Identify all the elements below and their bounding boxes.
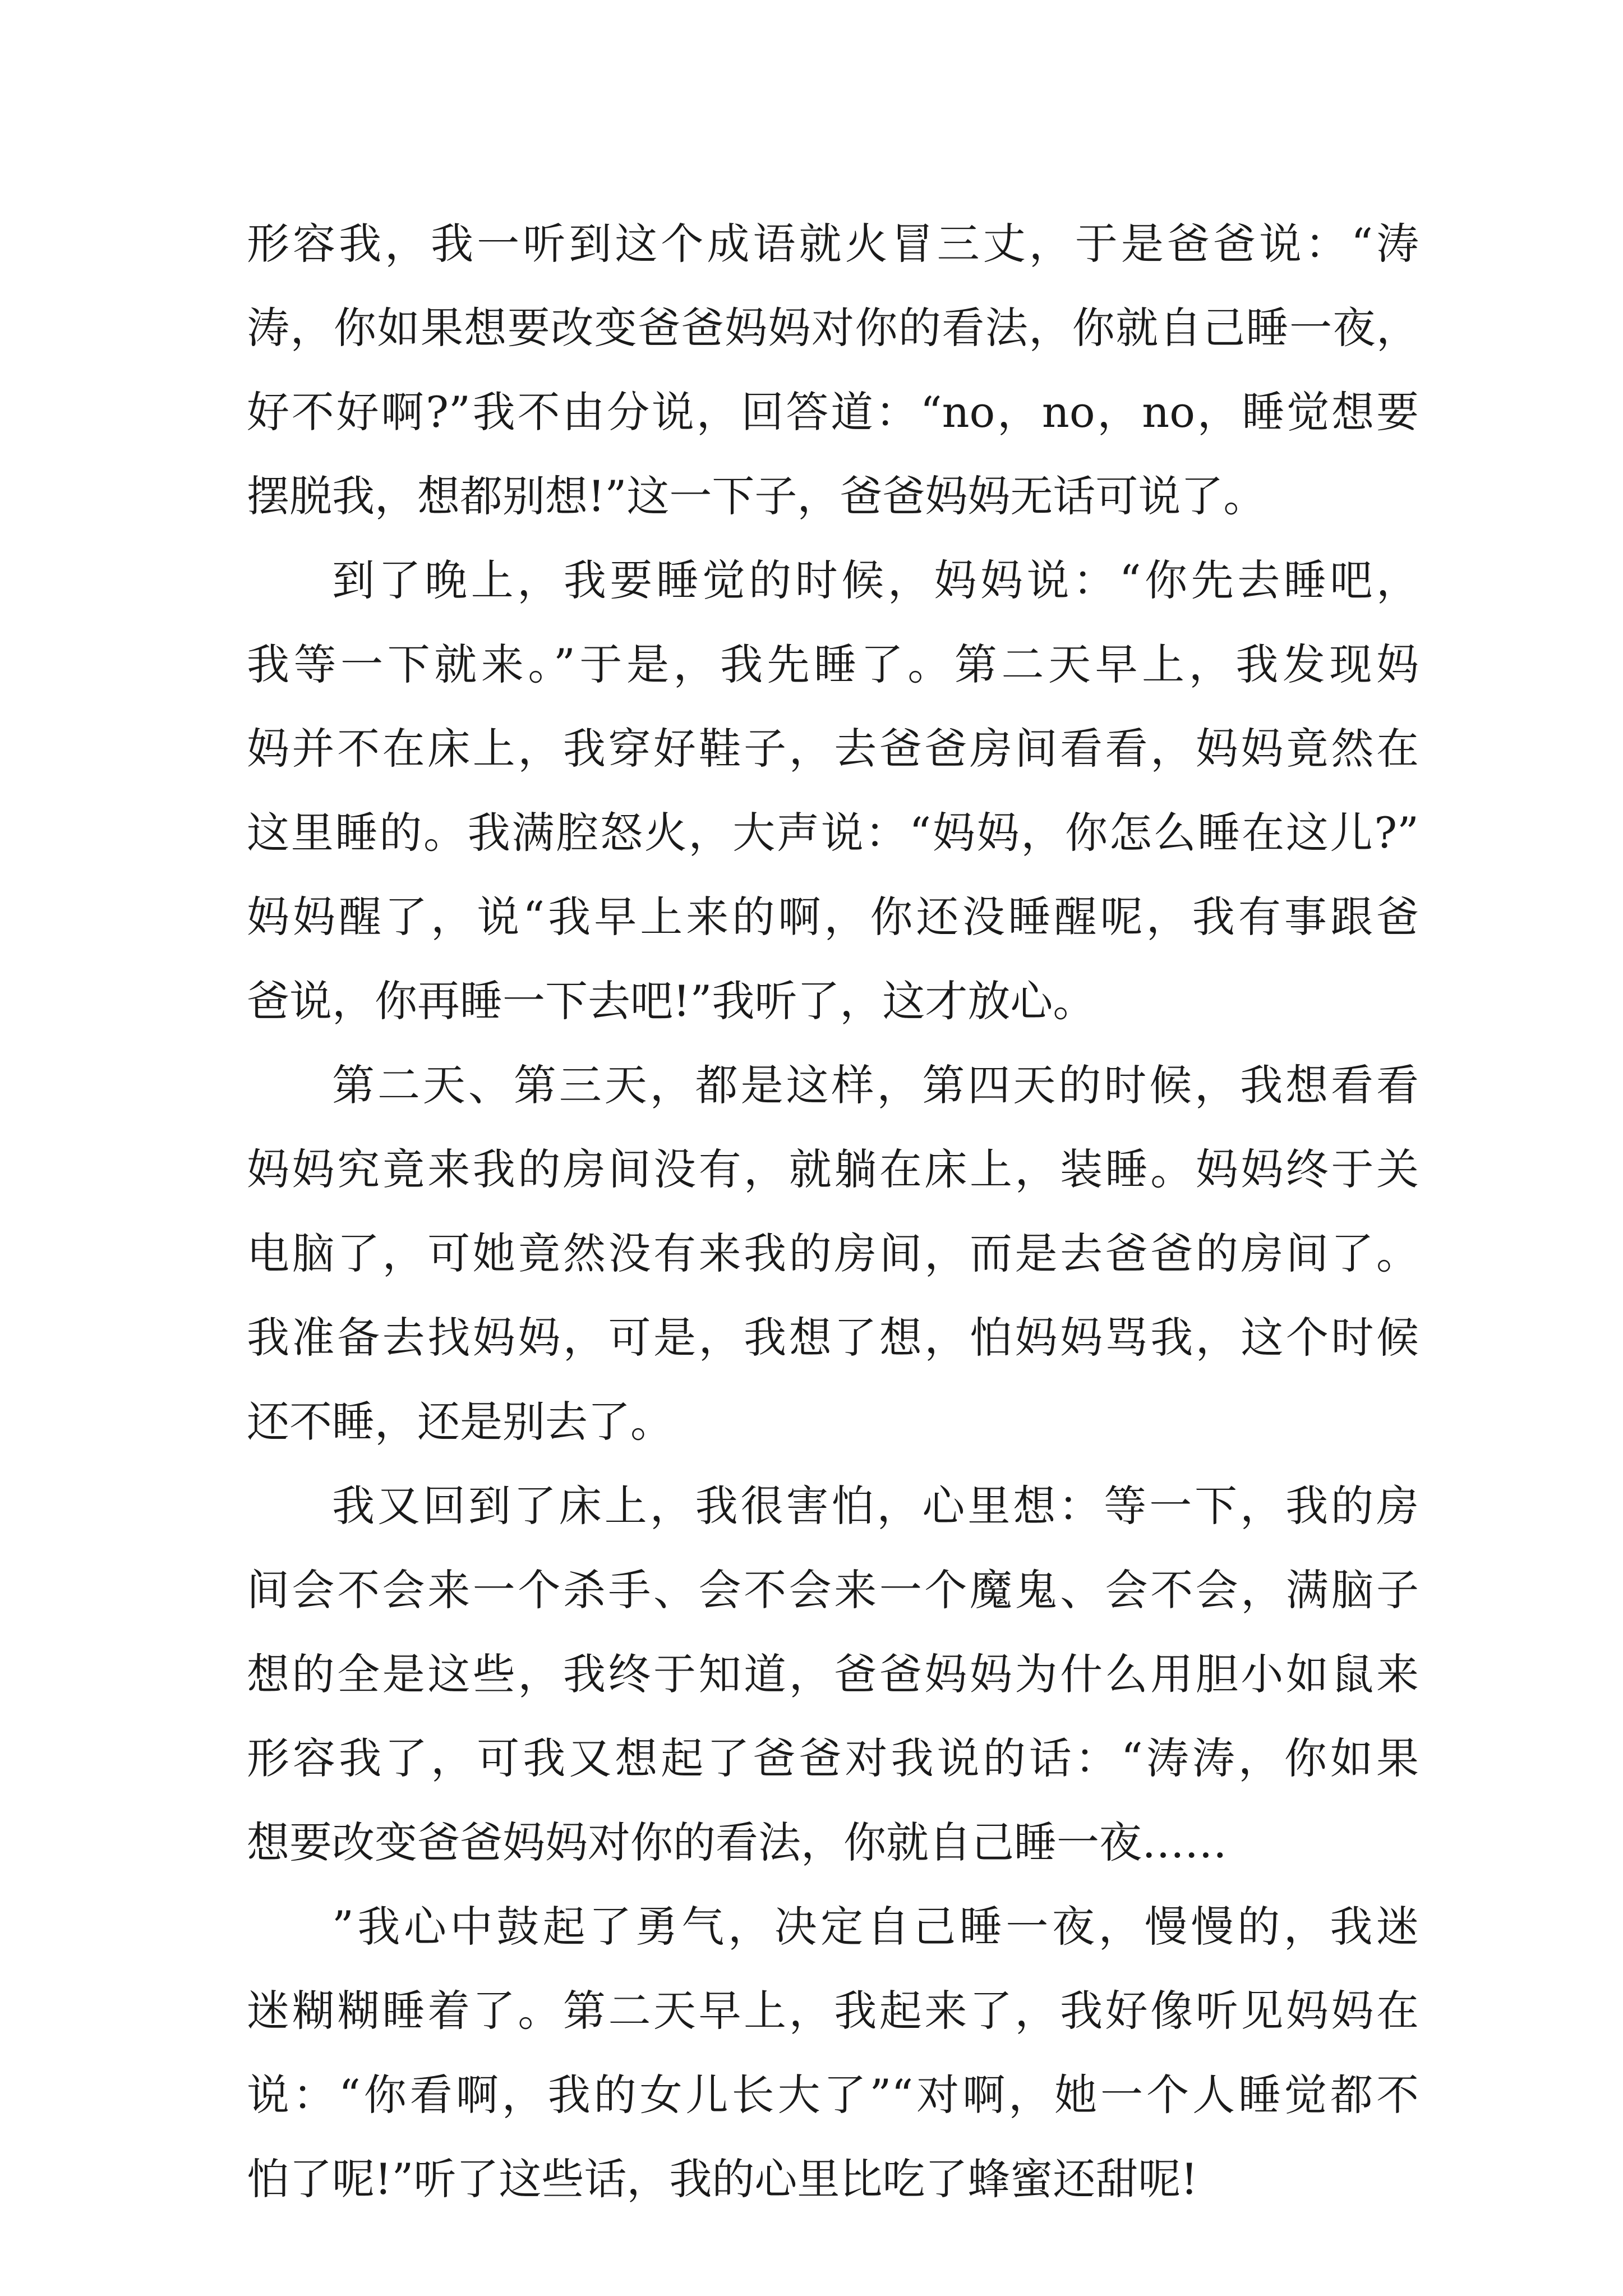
text-line: 电脑了，可她竟然没有来我的房间，而是去爸爸的房间了。 <box>247 1228 1419 1278</box>
text-line: 说：“你看啊，我的女儿长大了”“对啊，她一个人睡觉都不 <box>247 2070 1419 2120</box>
text-line: 妈并不在床上，我穿好鞋子，去爸爸房间看看，妈妈竟然在 <box>247 724 1419 774</box>
paragraph-first-line: 我又回到了床上，我很害怕，心里想：等一下，我的房 <box>332 1481 1419 1531</box>
text-line: 这里睡的。我满腔怒火，大声说：“妈妈，你怎么睡在这儿?” <box>247 808 1419 858</box>
text-line: 形容我，我一听到这个成语就火冒三丈，于是爸爸说：“涛 <box>247 219 1419 269</box>
text-line: 妈妈究竟来我的房间没有，就躺在床上，装睡。妈妈终于关 <box>247 1144 1419 1194</box>
text-line: 还不睡，还是别去了。 <box>247 1397 673 1447</box>
text-line: 妈妈醒了，说“我早上来的啊，你还没睡醒呢，我有事跟爸 <box>247 892 1419 942</box>
text-line: 间会不会来一个杀手、会不会来一个魔鬼、会不会，满脑子 <box>247 1565 1419 1615</box>
text-line: 涛，你如果想要改变爸爸妈妈对你的看法，你就自己睡一夜， <box>247 303 1419 353</box>
text-line: 我准备去找妈妈，可是，我想了想，怕妈妈骂我，这个时候 <box>247 1313 1419 1363</box>
text-line: 想的全是这些，我终于知道，爸爸妈妈为什么用胆小如鼠来 <box>247 1649 1419 1699</box>
text-line: 形容我了，可我又想起了爸爸对我说的话：“涛涛，你如果 <box>247 1733 1419 1783</box>
essay-body <box>247 202 1419 2221</box>
paragraph-first-line: 第二天、第三天，都是这样，第四天的时候，我想看看 <box>332 1060 1419 1110</box>
text-line: 怕了呢!”听了这些话，我的心里比吃了蜂蜜还甜呢! <box>247 2154 1198 2204</box>
text-line: 好不好啊?”我不由分说，回答道：“no，no，no，睡觉想要 <box>247 387 1419 437</box>
text-line: 爸说，你再睡一下去吧!”我听了，这才放心。 <box>247 976 1096 1026</box>
text-line: 摆脱我，想都别想!”这一下子，爸爸妈妈无话可说了。 <box>247 471 1266 521</box>
text-line: 我等一下就来。”于是，我先睡了。第二天早上，我发现妈 <box>247 639 1419 689</box>
text-line: 想要改变爸爸妈妈对你的看法，你就自己睡一夜…… <box>247 1818 1227 1867</box>
paragraph-first-line: 到了晚上，我要睡觉的时候，妈妈说：“你先去睡吧， <box>332 555 1419 605</box>
text-line: 迷糊糊睡着了。第二天早上，我起来了，我好像听见妈妈在 <box>247 1986 1419 2036</box>
paragraph-first-line: ”我心中鼓起了勇气，决定自己睡一夜，慢慢的，我迷 <box>332 1902 1419 1952</box>
